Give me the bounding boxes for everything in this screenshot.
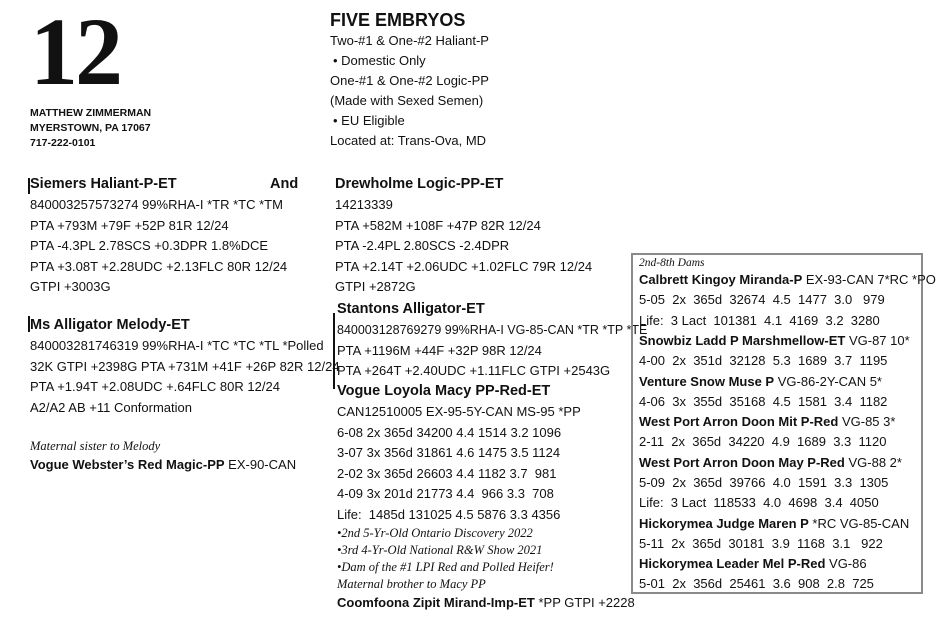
maternal-sister-block — [30, 438, 296, 475]
sire1-line: PTA +793M +79F +52P 81R 12/24 — [30, 217, 229, 233]
dam2-record: Life: 1485d 131025 4.5 5876 3.3 4356 — [337, 506, 561, 522]
dam-record: 5-01 2x 356d 25461 3.6 908 2.8 725 — [639, 576, 874, 591]
sire2-line: 14213339 — [335, 197, 393, 212]
sire1-line: PTA -4.3PL 2.78SCS +0.3DPR 1.8%DCE — [30, 238, 269, 253]
dam2-record: 2-02 3x 365d 26603 4.4 1182 3.7 981 — [337, 465, 557, 481]
dam-record: 4-00 2x 351d 32128 5.3 1689 3.7 1195 — [639, 353, 888, 368]
sire1-line: PTA +3.08T +2.28UDC +2.13FLC 80R 12/24 — [30, 258, 288, 274]
dam-name: Snowbiz Ladd P Marshmellow-ET — [639, 333, 846, 348]
dam-score: VG-85 3* — [838, 414, 896, 429]
dam1-name: Ms Alligator Melody-ET — [30, 317, 190, 333]
dam2-note: •2nd 5-Yr-Old Ontario Discovery 2022 — [337, 526, 533, 540]
dam-score: VG-86-2Y-CAN 5* — [774, 373, 882, 389]
sire2-name: Drewholme Logic-PP-ET — [335, 176, 504, 192]
dam-name: Venture Snow Muse P — [639, 373, 775, 389]
maternal-sister-label: Maternal sister to Melody — [30, 439, 161, 453]
offering-line: • Domestic Only — [333, 53, 426, 68]
dam2-sire-block — [337, 298, 647, 382]
dam2-sire-line: PTA +264T +2.40UDC +1.11FLC GTPI +2543G — [337, 363, 611, 378]
consignor-phone: 717-222-0101 — [30, 137, 96, 149]
dam2-record: 4-09 3x 201d 21773 4.4 966 3.3 708 — [337, 486, 554, 501]
dam-name: West Port Arron Doon May P-Red — [639, 454, 845, 470]
dam2-record: 6-08 2x 365d 34200 4.4 1514 3.2 1096 — [337, 424, 562, 440]
dam2-block — [337, 380, 635, 613]
dam-score: *RC VG-85-CAN — [808, 515, 910, 531]
dam2-sire-line: PTA +1196M +44F +32P 98R 12/24 — [337, 342, 542, 358]
dam-record: 2-11 2x 365d 34220 4.9 1689 3.3 1120 — [639, 434, 887, 449]
offering-block — [330, 9, 489, 151]
dam-score: VG-88 2* — [844, 454, 902, 470]
dam2-sire-line: 840003128769279 99%RHA-I VG-85-CAN *TR *TP *TE — [337, 323, 648, 337]
dam-record: 5-05 2x 365d 32674 4.5 1477 3.0 979 — [639, 292, 885, 307]
dam1-block — [30, 314, 340, 418]
sire1-and: And — [270, 176, 299, 192]
dam-name: Hickorymea Leader Mel P-Red — [639, 556, 826, 571]
sire1-line: 840003257573274 99%RHA-I *TR *TC *TM — [30, 197, 283, 212]
dam2-sire-name: Stantons Alligator-ET — [337, 301, 485, 317]
dam-record: Life: 3 Lact 118533 4.0 4698 3.4 4050 — [639, 495, 879, 510]
dam-score: VG-86 — [825, 556, 867, 571]
sire2-line: PTA -2.4PL 2.80SCS -2.4DPR — [335, 238, 510, 253]
sire1-line: GTPI +3003G — [30, 279, 111, 294]
dam-score: EX-93-CAN 7*RC *PO — [802, 272, 936, 287]
dams-box-content — [639, 256, 936, 595]
offering-line: (Made with Sexed Semen) — [330, 93, 484, 108]
dam-score: VG-87 10* — [845, 333, 910, 348]
offering-line: One-#1 & One-#2 Logic-PP — [330, 73, 489, 88]
maternal-sister-score: EX-90-CAN — [224, 457, 297, 472]
consignor-name: MATTHEW ZIMMERMAN — [30, 107, 152, 119]
maternal-brother-label: Maternal brother to Macy PP — [337, 577, 486, 591]
dam2-name: Vogue Loyola Macy PP-Red-ET — [337, 383, 551, 399]
sire2-line: GTPI +2872G — [335, 279, 416, 294]
dam-record: 5-09 2x 365d 39766 4.0 1591 3.3 1305 — [639, 474, 889, 490]
dam-record: 4-06 3x 355d 35168 4.5 1581 3.4 1182 — [639, 393, 888, 409]
offering-line: Located at: Trans-Ova, MD — [330, 133, 487, 148]
dam-name: Calbrett Kingoy Miranda-P — [639, 272, 803, 287]
sire2-block — [335, 173, 592, 298]
offering-line: Two-#1 & One-#2 Haliant-P — [330, 33, 489, 48]
dam2-record: 3-07 3x 356d 31861 4.6 1475 3.5 1124 — [337, 445, 561, 460]
dams-box — [631, 253, 936, 594]
dam1-line: 32K GTPI +2398G PTA +731M +41F +26P 82R 12/24 — [30, 358, 340, 374]
maternal-sister-name: Vogue Webster’s Red Magic-PP — [30, 457, 225, 472]
dam2-note: •Dam of the #1 LPI Red and Polled Heifer! — [337, 560, 554, 574]
dam-name: West Port Arron Doon Mit P-Red — [639, 414, 839, 429]
dam2-id-line: CAN12510005 EX-95-5Y-CAN MS-95 *PP — [337, 404, 581, 419]
dam1-line: PTA +1.94T +2.08UDC +.64FLC 80R 12/24 — [30, 379, 280, 394]
sire2-line: PTA +582M +108F +47P 82R 12/24 — [335, 217, 541, 233]
consignor-block — [30, 106, 151, 151]
maternal-brother-name: Coomfoona Zipit Mirand-Imp-ET — [337, 595, 535, 610]
lot-number: 12 — [30, 0, 120, 105]
dam1-line: A2/A2 AB +11 Conformation — [30, 399, 192, 415]
maternal-brother-info: *PP GTPI +2228 — [534, 595, 635, 610]
sire1-block — [30, 173, 299, 298]
dam2-note: •3rd 4-Yr-Old National R&W Show 2021 — [337, 543, 543, 557]
dam-record: 5-11 2x 365d 30181 3.9 1168 3.1 922 — [639, 535, 883, 551]
dam-name: Hickorymea Judge Maren P — [639, 515, 809, 531]
dam-record: Life: 3 Lact 101381 4.1 4169 3.2 3280 — [639, 312, 880, 328]
consignor-location: MYERSTOWN, PA 17067 — [30, 122, 151, 134]
dams-box-title: 2nd-8th Dams — [639, 257, 705, 269]
sire2-line: PTA +2.14T +2.06UDC +1.02FLC 79R 12/24 — [335, 258, 593, 274]
offering-title: FIVE EMBRYOS — [330, 10, 466, 30]
offering-line: • EU Eligible — [333, 113, 405, 128]
sire1-name: Siemers Haliant-P-ET — [30, 176, 177, 192]
dam1-line: 840003281746319 99%RHA-I *TC *TC *TL *Polled — [30, 338, 324, 353]
